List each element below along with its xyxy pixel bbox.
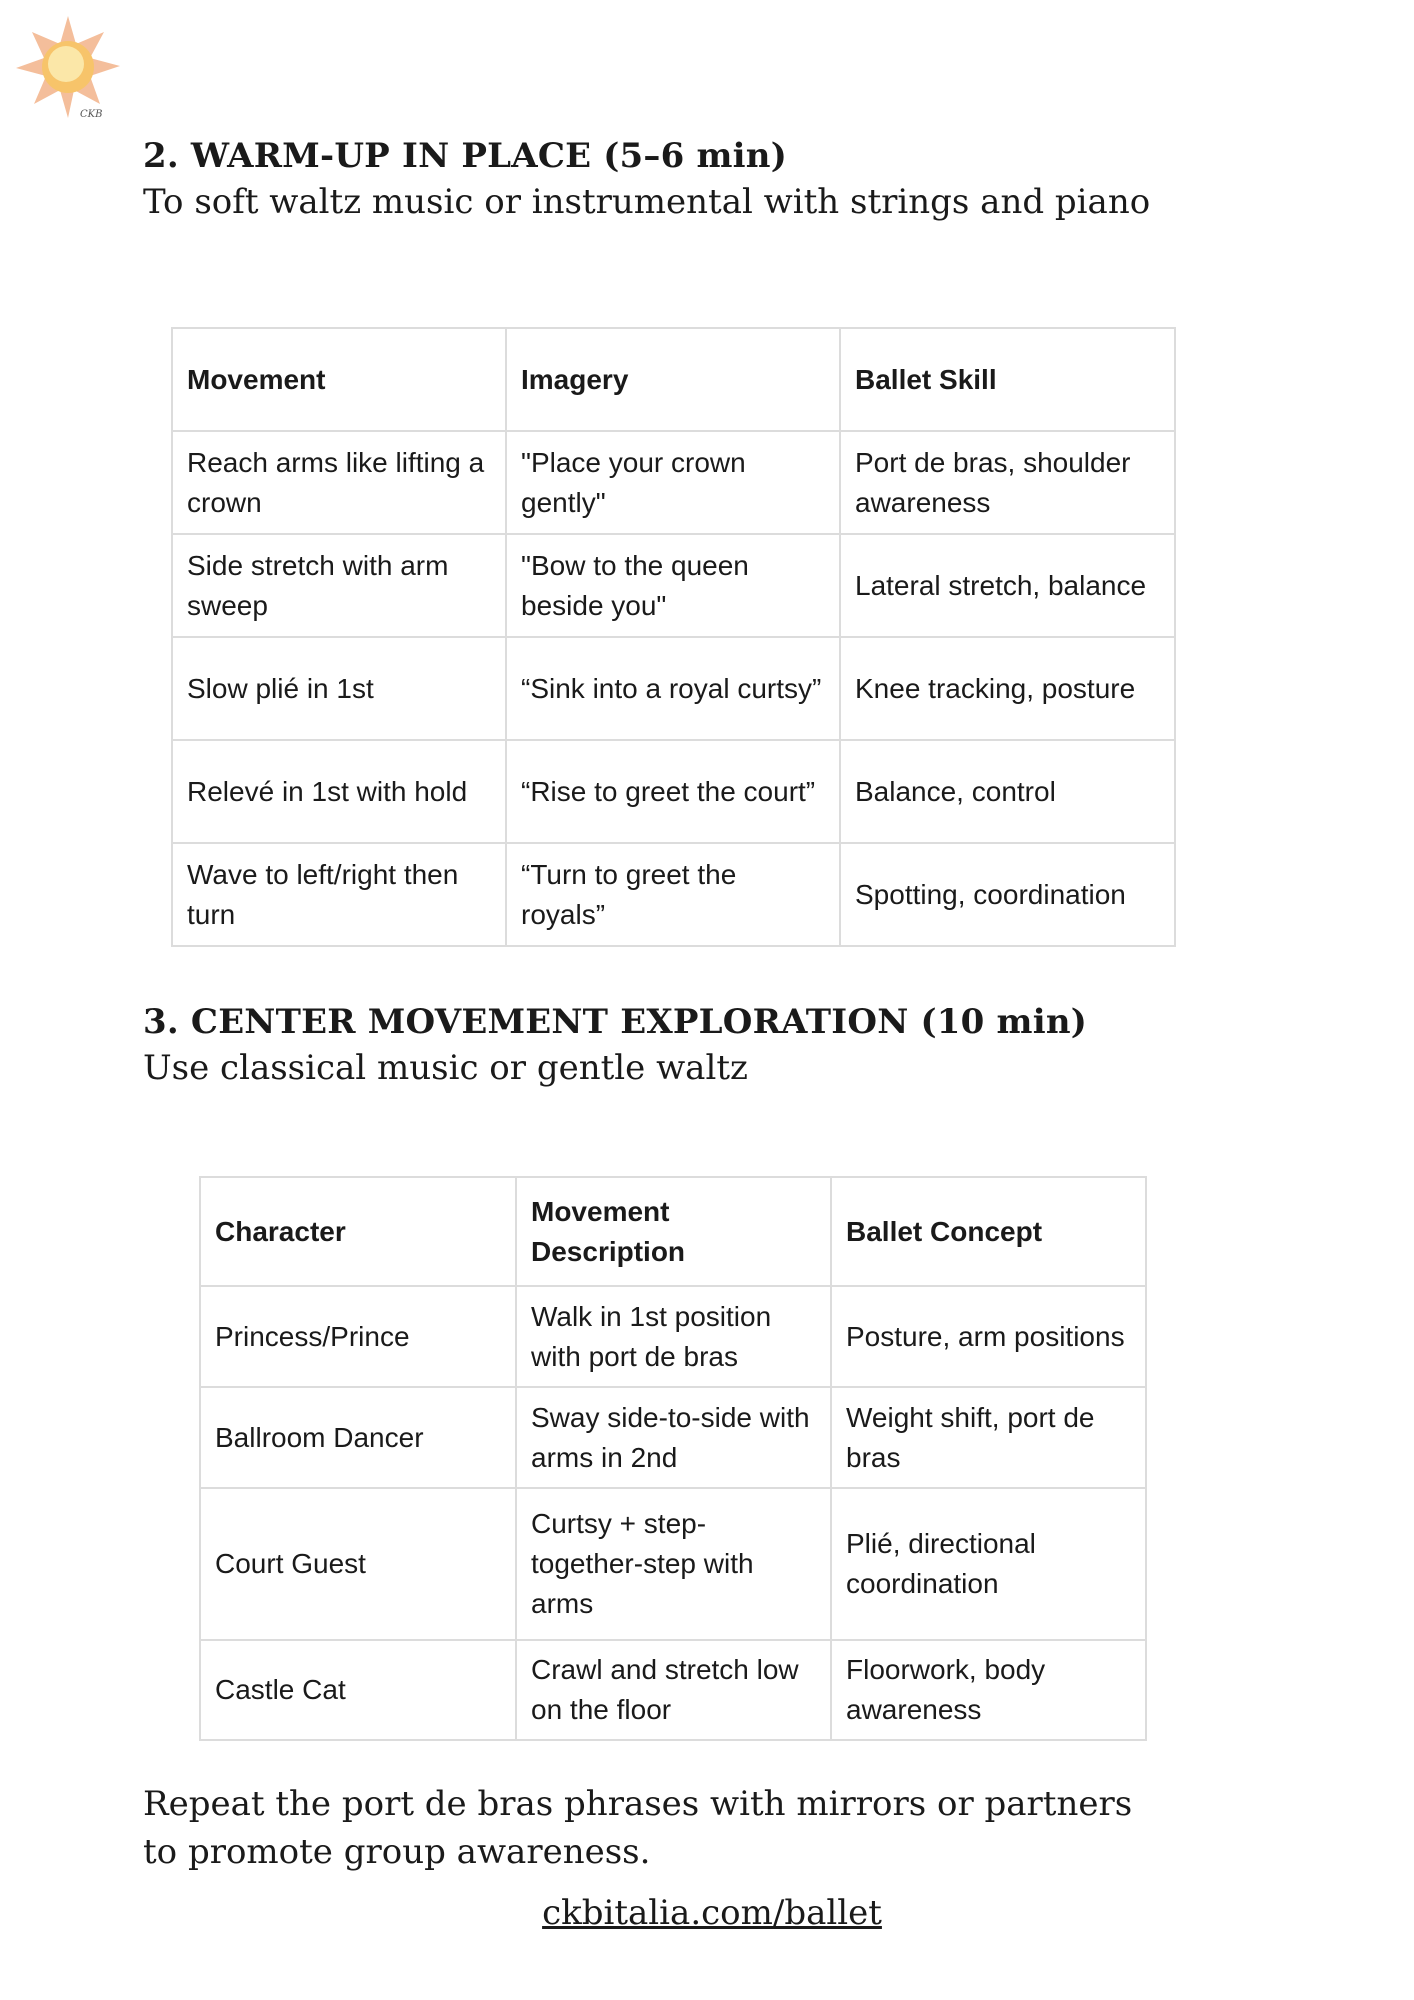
table-cell: “Sink into a royal curtsy”: [506, 637, 840, 740]
table-cell: "Place your crown gently": [506, 431, 840, 534]
table-cell: Knee tracking, posture: [840, 637, 1175, 740]
table-cell: Slow plié in 1st: [172, 637, 506, 740]
section-2-title: 2. WARM-UP IN PLACE (5–6 min): [143, 136, 787, 176]
table-row: [200, 1640, 1146, 1740]
table-cell: “Rise to greet the court”: [506, 740, 840, 843]
table-cell: Castle Cat: [200, 1640, 516, 1740]
table-cell: Plié, directional coordination: [831, 1488, 1146, 1640]
table-cell: Court Guest: [200, 1488, 516, 1640]
table-cell: Sway side-to-side with arms in 2nd: [516, 1387, 831, 1488]
section-3-title: 3. CENTER MOVEMENT EXPLORATION (10 min): [143, 1002, 1088, 1042]
table-cell: Crawl and stretch low on the floor: [516, 1640, 831, 1740]
table-cell: Wave to left/right then turn: [172, 843, 506, 946]
website-link[interactable]: ckbitalia.com/ballet: [542, 1893, 882, 1933]
header-cell: Imagery: [506, 328, 840, 431]
table-cell: Floorwork, body awareness: [831, 1640, 1146, 1740]
center-movement-table: [199, 1176, 1147, 1741]
table-row: [172, 534, 1175, 637]
table-header-row: [172, 328, 1175, 431]
header-cell: Character: [200, 1177, 516, 1286]
table-cell: Curtsy + step-together-step with arms: [516, 1488, 831, 1640]
header-cell: Movement: [172, 328, 506, 431]
warm-up-table: [171, 327, 1176, 947]
table-cell: "Bow to the queen beside you": [506, 534, 840, 637]
table-cell: Port de bras, shoulder awareness: [840, 431, 1175, 534]
section-3-subtitle: Use classical music or gentle waltz: [143, 1048, 748, 1088]
table-header-row: [200, 1177, 1146, 1286]
table-row: [200, 1488, 1146, 1640]
header-cell: Ballet Concept: [831, 1177, 1146, 1286]
table-row: [172, 843, 1175, 946]
svg-text:CKB: CKB: [80, 109, 103, 120]
table-cell: Posture, arm positions: [831, 1286, 1146, 1387]
table-row: [172, 637, 1175, 740]
section-2-subtitle: To soft waltz music or instrumental with strings and piano: [143, 182, 1151, 222]
table-row: [200, 1286, 1146, 1387]
table-cell: Weight shift, port de bras: [831, 1387, 1146, 1488]
table-cell: Balance, control: [840, 740, 1175, 843]
table-cell: Princess/Prince: [200, 1286, 516, 1387]
table-cell: Reach arms like lifting a crown: [172, 431, 506, 534]
table-row: [172, 431, 1175, 534]
table-cell: Lateral stretch, balance: [840, 534, 1175, 637]
sun-logo: [12, 14, 124, 122]
table-cell: Relevé in 1st with hold: [172, 740, 506, 843]
table-row: [172, 740, 1175, 843]
header-cell: Movement Description: [516, 1177, 831, 1286]
table-cell: Walk in 1st position with port de bras: [516, 1286, 831, 1387]
table-row: [200, 1387, 1146, 1488]
table-cell: Spotting, coordination: [840, 843, 1175, 946]
table-cell: Ballroom Dancer: [200, 1387, 516, 1488]
table-cell: Side stretch with arm sweep: [172, 534, 506, 637]
header-cell: Ballet Skill: [840, 328, 1175, 431]
closing-paragraph: Repeat the port de bras phrases with mirrors or partners to promote group awareness.: [143, 1784, 1133, 1872]
table-cell: “Turn to greet the royals”: [506, 843, 840, 946]
